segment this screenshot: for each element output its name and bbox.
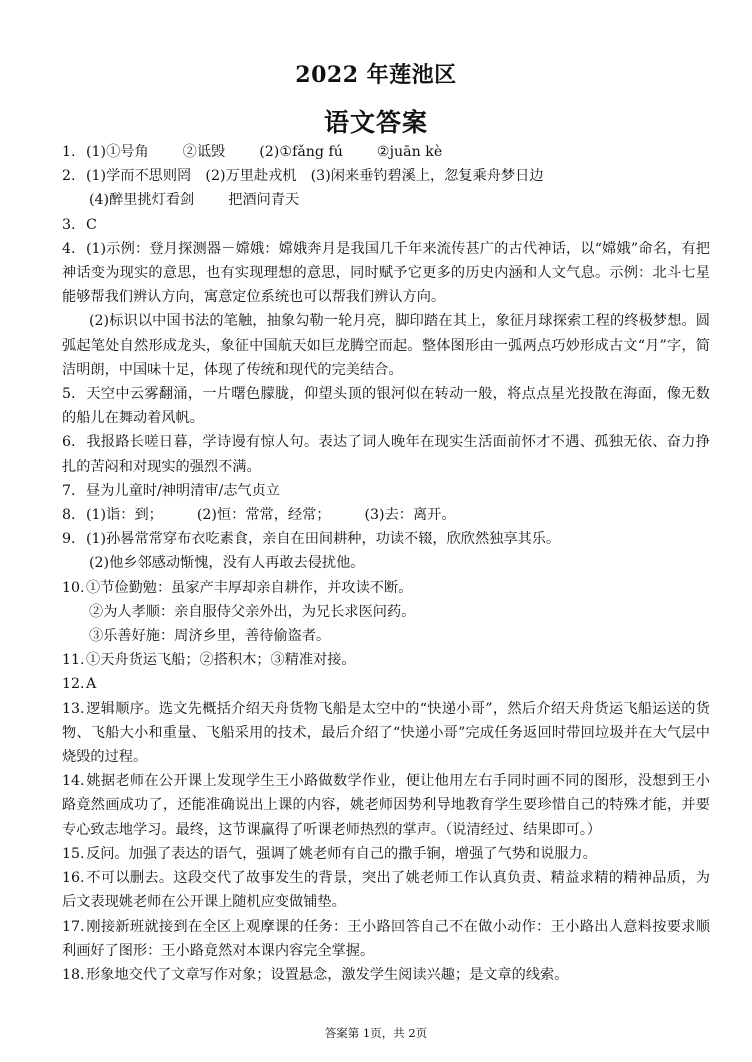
question-number: 6. — [62, 434, 76, 451]
answer-13: 13.逻辑顺序。选文先概括介绍天舟货物飞船是太空中的“快递小哥”，然后介绍天舟货运飞船运送的货物、飞船大小和重量、飞船采用的技术，最后介绍了“快递小哥”完成任务返回时带回垃圾并在大气层中烧毁的过程。 — [62, 697, 710, 770]
answer-11: 11.①天舟货运飞船；②搭积木；③精准对接。 — [62, 648, 710, 672]
answer-10-cont-2: ③乐善好施：周济乡里，善待偷盗者。 — [89, 628, 331, 645]
answer-3: 3. C — [62, 213, 710, 237]
question-number: 17. — [62, 918, 85, 935]
answer-15: 15.反问。加强了表达的语气，强调了姚老师有自己的撒手锏，增强了气势和说服力。 — [62, 842, 710, 866]
question-number: 2. — [62, 168, 76, 185]
answer-9-cont: (2)他乡邻感动惭愧，没有人再敢去侵扰他。 — [89, 555, 365, 572]
question-number: 18. — [62, 966, 85, 983]
answer-8: 8. (1)诣：到； (2)恒：常常，经常； (3)去：离开。 — [62, 503, 710, 527]
answer-2: 2. (1)学而不思则罔 (2)万里赴戎机 (3)闲来垂钓碧溪上，忽复乘舟梦日边 — [62, 164, 710, 188]
document-subtitle: 语文答案 — [323, 108, 428, 137]
answer-17: 17.刚接新班就接到在全区上观摩课的任务：王小路回答自己不在做小动作：王小路出人意料按要求顺利画好了图形：王小路竟然对本课内容完全掌握。 — [62, 915, 710, 963]
question-number: 8. — [62, 507, 76, 524]
answer-4-part1: 4. (1)示例：登月探测器－嫦娥：嫦娥奔月是我国几千年来流传甚广的古代神话，以“嫦娥”命名，有把神话变为现实的意思，也有实现理想的意思，同时赋予它更多的历史内涵和人文气息。示例：北斗七星能够帮我们辨认方向，寓意定位系统也可以帮我们辨认方向。 — [62, 237, 710, 310]
question-number: 16. — [62, 870, 85, 887]
answer-1: 1. (1)①号角 ②诋毁 (2)①fǎng fú ②juān kè — [62, 140, 710, 164]
answer-4-part2: (2)标识以中国书法的笔触，抽象勾勒一轮月亮，脚印踏在其上，象征月球探索工程的终极梦想。圆弧起笔处自然形成龙头，象征中国航天如巨龙腾空而起。整体图形由一弧两点巧妙形成古文“月”字，简洁明朗，中国味十足，体现了传统和现代的完美结合。 — [62, 313, 710, 378]
question-number: 3. — [62, 216, 76, 233]
answer-16: 16.不可以删去。这段交代了故事发生的背景，突出了姚老师工作认真负责、精益求精的精神品质，为后文表现姚老师在公开课上随机应变做铺垫。 — [62, 866, 710, 914]
answer-9: 9. (1)孙晷常常穿布衣吃素食，亲自在田间耕种，功读不辍，欣欣然独享其乐。 — [62, 527, 710, 551]
answer-12: 12.A — [62, 672, 710, 696]
question-number: 7. — [62, 482, 76, 499]
answer-2-cont: (4)醉里挑灯看剑 把酒问青天 — [89, 192, 300, 209]
question-number: 15. — [62, 845, 85, 862]
answer-14: 14.姚据老师在公开课上发现学生王小路做数学作业，便让他用左右手同时画不同的图形，没想到王小路竟然画成功了，还能准确说出上课的内容，姚老师因势利导地教育学生要珍惜自己的特殊才能，并要专心致志地学习。最终，这节课赢得了听课老师热烈的掌声。（说清经过、结果即可。） — [62, 769, 710, 842]
answer-18: 18.形象地交代了文章写作对象；设置悬念，激发学生阅读兴趣；是文章的线索。 — [62, 963, 710, 987]
question-number: 9. — [62, 531, 76, 548]
answer-5: 5. 天空中云雾翻涌，一片曙色朦胧，仰望头顶的银河似在转动一般，将点点星光投散在海面，像无数的船儿在舞动着风帆。 — [62, 382, 710, 430]
question-number: 5. — [62, 386, 76, 403]
page-footer: 答案第 1页，共 2页 — [324, 1026, 428, 1040]
answer-10: 10.①节俭勤勉：虽家产丰厚却亲自耕作，并攻读不断。 — [62, 576, 710, 600]
question-number: 12. — [62, 676, 85, 693]
question-number: 4. — [62, 240, 76, 257]
answer-10-cont-1: ②为人孝顺：亲自服侍父亲外出，为兄长求医问药。 — [89, 603, 416, 620]
document-title: 2022 年莲池区 — [295, 62, 457, 88]
question-number: 11. — [62, 652, 85, 669]
question-number: 10. — [62, 579, 85, 596]
answer-6: 6. 我报路长嗟日暮，学诗谩有惊人句。表达了词人晚年在现实生活面前怀才不遇、孤独无依、奋力挣扎的苦闷和对现实的强烈不满。 — [62, 430, 710, 478]
question-number: 13. — [62, 700, 85, 717]
question-number: 1. — [62, 144, 76, 160]
answer-7: 7. 昼为儿童时/神明清审/志气贞立 — [62, 479, 710, 503]
answer-body — [62, 140, 710, 987]
question-number: 14. — [62, 773, 85, 790]
